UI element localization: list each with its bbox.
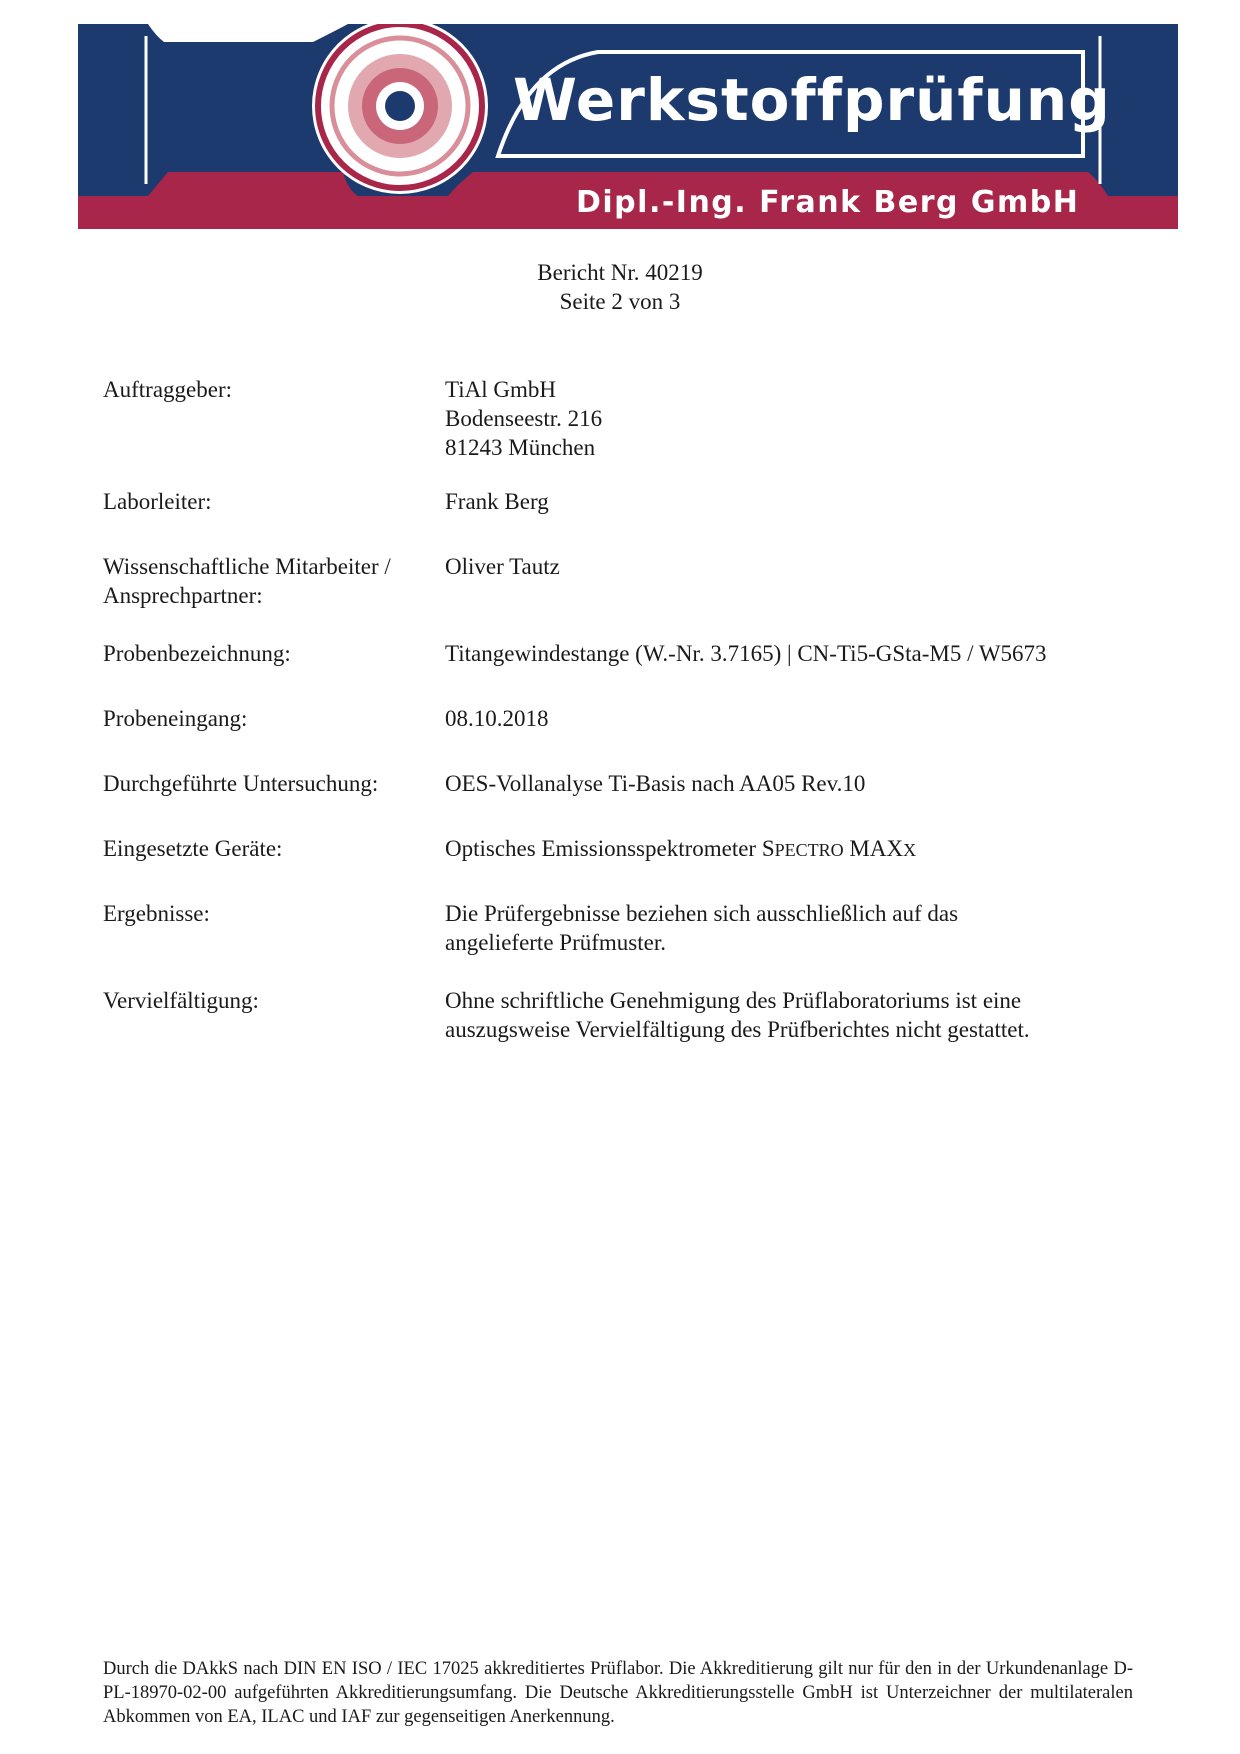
accreditation-footer: Durch die DAkkS nach DIN EN ISO / IEC 17025 akkreditiertes Prüflabor. Die Akkreditierung gilt nur für den in der Urkundenanlage D-PL-18970-02-00 aufgeführten Akkreditierungsumfang. Die Deutsche Akkreditierungsstelle GmbH ist Unterzeichner der multilateralen Abkommen von EA, ILAC und IAF zur gegenseitigen Anerkennung. bbox=[103, 1659, 1133, 1727]
field-value bbox=[445, 986, 1145, 1044]
device-model-suffix: X bbox=[903, 840, 917, 860]
field-label-line: Wissenschaftliche Mitarbeiter / bbox=[103, 554, 391, 579]
field-value: Oliver Tautz bbox=[445, 554, 560, 579]
field-value-line: auszugsweise Vervielfältigung des Prüfberichtes nicht gestattet. bbox=[445, 1017, 1030, 1042]
field-value-line: angelieferte Prüfmuster. bbox=[445, 930, 666, 955]
device-brand-rest: PECTRO bbox=[774, 840, 844, 860]
client-city: 81243 München bbox=[445, 435, 596, 460]
field-label: Auftraggeber: bbox=[103, 377, 232, 402]
field-label: Probenbezeichnung: bbox=[103, 641, 291, 666]
report-number: Bericht Nr. 40219 bbox=[537, 260, 703, 285]
field-label: Vervielfältigung: bbox=[103, 988, 259, 1013]
field-value-line: Die Prüfergebnisse beziehen sich ausschließlich auf das bbox=[445, 901, 959, 926]
field-label: Ergebnisse: bbox=[103, 901, 210, 926]
field-label: Durchgeführte Untersuchung: bbox=[103, 771, 379, 796]
field-value bbox=[445, 899, 1145, 957]
field-value bbox=[445, 834, 1145, 865]
brand-subtitle: Dipl.-Ing. Frank Berg GmbH bbox=[576, 185, 1080, 220]
target-logo bbox=[312, 24, 488, 194]
field-value bbox=[445, 375, 1145, 462]
field-value: 08.10.2018 bbox=[445, 706, 549, 731]
field-value: OES-Vollanalyse Ti-Basis nach AA05 Rev.10 bbox=[445, 771, 866, 796]
device-model: MAX bbox=[843, 836, 904, 861]
company-banner bbox=[78, 24, 1178, 229]
device-brand-initial: S bbox=[761, 836, 775, 861]
report-heading bbox=[0, 258, 1240, 316]
field-label: Probeneingang: bbox=[103, 706, 248, 731]
field-value-line: Ohne schriftliche Genehmigung des Prüflaboratoriums ist eine bbox=[445, 988, 1022, 1013]
client-street: Bodenseestr. 216 bbox=[445, 406, 603, 431]
field-label: Eingesetzte Geräte: bbox=[103, 836, 283, 861]
page-indicator: Seite 2 von 3 bbox=[559, 289, 681, 314]
field-label-line: Ansprechpartner: bbox=[103, 583, 263, 608]
field-value: Frank Berg bbox=[445, 489, 549, 514]
field-label: Laborleiter: bbox=[103, 489, 212, 514]
field-label bbox=[103, 552, 433, 610]
client-name: TiAl GmbH bbox=[445, 377, 556, 402]
field-value: Titangewindestange (W.-Nr. 3.7165) | CN-Ti5-GSta-M5 / W5673 bbox=[445, 641, 1047, 666]
brand-title: Werkstoffprüfung bbox=[513, 66, 1111, 134]
device-description: Optisches Emissionsspektrometer bbox=[445, 836, 762, 861]
